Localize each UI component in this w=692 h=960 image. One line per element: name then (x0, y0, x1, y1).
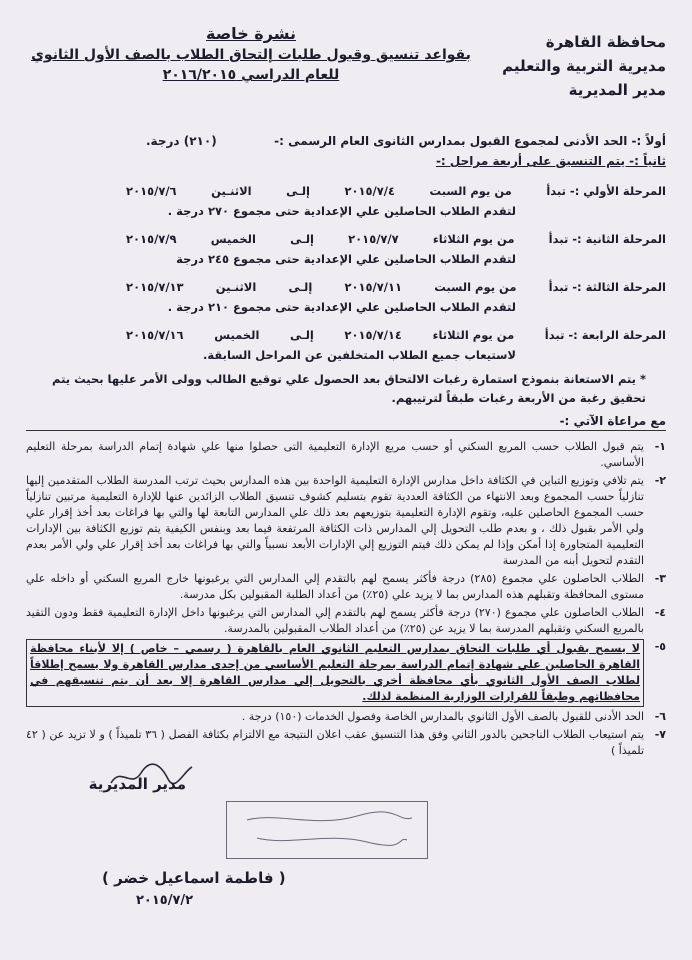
issuer-director: مدير المديرية (568, 81, 666, 99)
rule-item (26, 709, 666, 725)
first-clause-value: (٢١٠) درجة. (146, 134, 217, 148)
rule-item (26, 473, 666, 569)
phase-item (26, 184, 666, 218)
phase-end-day: الخميس (210, 232, 256, 246)
phase-start-date: ٢٠١٥/٧/٧ (348, 232, 399, 246)
phase-to: إلـى (290, 328, 314, 342)
rule-item (26, 639, 666, 707)
rule-number: ٢- (654, 474, 666, 487)
phase-item (26, 280, 666, 314)
rule-number: ٦- (654, 710, 666, 723)
phase-end-day: الاثنـين (211, 184, 252, 198)
phase-detail: لتقدم الطلاب الحاصلين علي الإعدادية حتى مجموع ٢٧٠ درجة . (167, 204, 516, 218)
signature-date: ٢٠١٥/٧/٢ (136, 893, 194, 908)
signature-director-title: مدير المديرية (88, 775, 186, 793)
phase-end-date: ٢٠١٥/٧/٦ (126, 184, 177, 198)
stamp-scribble-icon (227, 802, 427, 858)
phase-end-date: ٢٠١٥/٧/١٣ (126, 280, 184, 294)
rule-text: الحد الأدنى للقبول بالصف الأول الثانوي بالمدارس الخاصة وفصول الخدمات (١٥٠) درجة . (241, 710, 644, 723)
rule-text: الطلاب الحاصلون علي مجموع (٢٨٥) درجة فأكثر يسمح لهم بالتقدم إلي المدارس التي يرغبونها خارج المربع السكني أو داخله علي مستوى المحافظة وتقبلهم هذه المدارس بما لا يزيد علي (٢٥٪) من أعداد الطلبة المقبولين بكل مدرسة. (26, 572, 644, 601)
phase-label: المرحلة الرابعة :- تبدأ (544, 328, 666, 342)
phase-start-day: من يوم السبت (429, 184, 512, 198)
rule-text: يتم استيعاب الطلاب الناجحين بالدور الثاني وفق هذا التنسيق عقب اعلان النتيجة مع الالتزام بكثافة الفصل ( ٣٦ تلميذاً ) و لا تزيد عن ( ٤٢ تلميذاً ) (26, 728, 645, 757)
phase-detail: لاستيعاب جميع الطلاب المتخلفين عن المراحل السابقة. (203, 348, 516, 362)
phase-end-date: ٢٠١٥/٧/٩ (126, 232, 177, 246)
signatory-name: ( فاطمة اسماعيل خضر ) (102, 869, 286, 887)
doc-year: للعام الدراسي ٢٠١٦/٢٠١٥ (162, 67, 340, 83)
phase-to: إلـى (290, 232, 314, 246)
issuer-directorate: مديرية التربية والتعليم (502, 57, 666, 75)
phase-end-day: الخميس (214, 328, 260, 342)
signature-area (26, 761, 666, 921)
rule-number: ٣- (654, 572, 666, 585)
phase-to: إلـى (286, 184, 310, 198)
phase-detail: لتقدم الطلاب الحاصلين علي الإعدادية حتى مجموع ٢١٠ درجة . (167, 300, 516, 314)
phase-to: إلـى (288, 280, 313, 294)
phase-start-date: ٢٠١٥/٧/١١ (344, 280, 403, 294)
phase-start-date: ٢٠١٥/٧/١٤ (344, 328, 402, 342)
issuer-block (486, 30, 666, 102)
observe-heading: مع مراعاة الآتي :- (26, 414, 666, 431)
rules-list (26, 439, 666, 759)
rule-item (26, 727, 666, 759)
rule-number: ٧- (654, 728, 666, 741)
rule-text-highlighted: لا يسمح بقبول أي طلبات التحاق بمدارس التعليم الثانوي العام بالقاهرة ( رسمي – خاص ) إلا لأبناء محافظة القاهرة الحاصلين علي شهادة إتمام الدراسة بمرحلة التعليم الأساسي من إحدى مدارس القاهرة ولا يسمح إطلاقاً لطلاب الصف الأول الثانوي بأي محافظة أخري بالتحويل إلي مدارس القاهرة إلا بعد أن يتم تنسيقهم في محافظاتهم وطبقاً للقرارات الوزارية المنظمة لذلك. (26, 639, 644, 707)
phase-item (26, 232, 666, 266)
phase-item (26, 328, 666, 362)
rule-number: ١- (654, 440, 666, 453)
rule-text: يتم تلافي وتوزيع التباين في الكثافة داخل مدارس الإدارة التعليمية الواحدة بين هذه المدارس بحيث ترتب المدرسة الطلاب المتقدمين إليها تنازلياً حسب المجموع وبعد الانتهاء من الكثافة العددية تقوم بتسليم كشوف تنسيق الطلاب الزائدين عنها للإدارة التعليمية مرتبين تنازلياً حسب المجموع الحاصلين عليه، وتقوم الإدارة التعليمية بتوزيعهم بعد ذلك علي المدارس التابعة لها والتي بها فراغات بعد أخذ إقرار علي ولي الأمر بقبول ذلك ، و بعدم طلب التحويل إلي المدارس ذات الكثافة المرتفعة فيما بعد وبنفس الكيفية يتم توزيع الكثافة بين الإدارات التعليمية المتجاورة إذا أمكن وإذا لم يمكن ذلك فيتم التوزيع إلي الإدارات الأبعد نسبياً والتي بها فراغات بعد أخذ إقرار علي ولي الأمر بعدم التقدم لتحويل أبنه من المدرسة (26, 474, 644, 567)
phase-label: المرحلة الثالثة :- تبدأ (548, 280, 666, 294)
doc-title: نشرة خاصة (206, 24, 296, 43)
phase-list (26, 184, 666, 362)
rule-text: الطلاب الحاصلون علي مجموع (٢٧٠) درجة فأكثر يسمح لهم بالتقدم إلي المدارس التي يرغبونها داخل الإدارة التعليمية فقط ودون التقيد بالمربع السكني وتقبلهم المدرسة بما لا يزيد عن (٢٥٪) من أعداد الطلاب المقبولين بالمدرسة. (26, 606, 645, 635)
phase-start-day: من يوم الثلاثاء (432, 232, 515, 246)
phase-end-date: ٢٠١٥/٧/١٦ (126, 328, 184, 342)
phase-label: المرحلة الثانية :- تبدأ (548, 232, 666, 246)
first-clause-text: أولاً :- الحد الأدنى لمجموع القبول بمدارس الثانوى العام الرسمى :- (274, 134, 666, 148)
phase-end-day: الاثنـين (215, 280, 257, 294)
form-note: * يتم الاستعانة بنموذج استمارة رغبات الالتحاق بعد الحصول علي توقيع الطالب وولى الأمر عليها بحيث يتم تحقيق رغبة من الأربعة رغبات طبقاً لترتيبهم. (52, 372, 646, 405)
phase-label: المرحلة الأولي :- تبدأ (546, 184, 666, 198)
issuer-governorate: محافظة القاهرة (545, 33, 666, 51)
rule-item (26, 439, 666, 471)
rule-number: ٥- (654, 640, 666, 653)
rule-number: ٤- (654, 606, 666, 619)
official-stamp (226, 801, 428, 859)
phase-start-day: من يوم الثلاثاء (432, 328, 515, 342)
rule-item (26, 571, 666, 603)
phase-start-date: ٢٠١٥/٧/٤ (344, 184, 395, 198)
header (26, 18, 666, 118)
phase-detail: لتقدم الطلاب الحاصلين علي الإعدادية حتى مجموع ٢٤٥ درجة (176, 252, 516, 266)
title-block (26, 24, 476, 83)
second-clause: ثانياً :- يتم التنسيق على أربعة مراحل :- (435, 154, 666, 168)
rule-item (26, 605, 666, 637)
first-clause (26, 132, 666, 150)
phase-start-day: من يوم السبت (434, 280, 517, 294)
doc-subtitle: بقواعد تنسيق وقبول طلبات إلتحاق الطلاب بالصف الأول الثانوي (31, 47, 471, 63)
rule-text: يتم قبول الطلاب حسب المربع السكني أو حسب مربع الإدارة التعليمية التى حصلوا منها علي شهادة إتمام الدراسة بمرحلة التعليم الأساسي. (26, 440, 644, 469)
